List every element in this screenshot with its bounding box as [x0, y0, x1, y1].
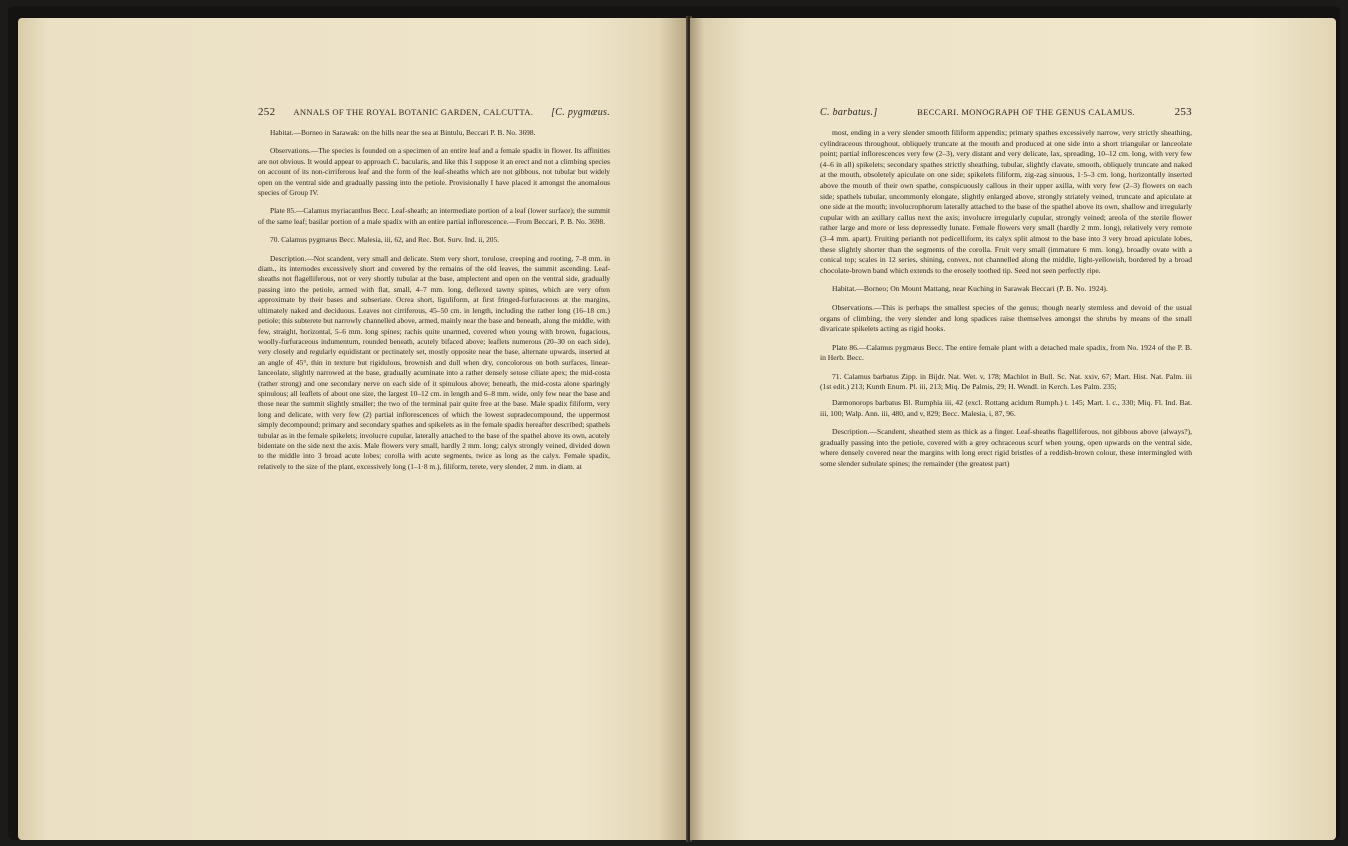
- right-paragraph: most, ending in a very slender smooth filiform appendix; primary spathes excessively narrow, very strictly sheathing, cylindraceous throughout, obliquely truncate at the mouth and produced at one side into a short triangular or lanceolate point; partial inflorescences very few (2–3), very distant and very delicate, lax, spreading, 10–12 cm. long, with very few (4–6 in all) spikelets; secondary spathes strictly sheathing, tubular, slightly clavate, smooth, obliquely truncate and naked at the mouth, obsoletely apiculate on one side; spikelets filiform, zig-zag sinuous, 1·5–3 cm. long, horizontally inserted above the mouth of their own spathe, conspicuously callous in their upper axilla, with very few (2–3) flowers on each side; spathels tubular, uncommonly elongate, slightly enlarged above, strongly striately veined, truncate and apiculate at one side at the mouth; involucrophorum laterally attached to the base of the spathel above its own, shallow and irregularly cupular with an axillary callus next the axis; involucre irregularly cupular, strongly veined; areola of the sterile flower rather large and more or less depressedly lunate. Female flowers very small (hardly 2 mm. long), relatively very remote (3–4 mm. apart). Fruiting perianth not pedicelliform, its calyx split almost to the base into 3 very broad apiculate lobes, these slightly shorter than the segments of the corolla. Fruit very small (immature 6 mm. long), broadly ovate with a conical top; scales in 12 series, shining, convex, not channelled along the middle, light-yellowish, bordered by a broad chocolate-brown band which extends to the erosely toothed tip. Seed not seen perfectly ripe.: [820, 128, 1192, 275]
- book-spread: [8, 6, 1340, 840]
- right-running-head: [820, 106, 1192, 118]
- right-paragraph: Observations.—This is perhaps the smallest species of the genus; though nearly stemless and devoid of the usual organs of climbing, the very slender and long spadices raise themselves amongst the shrubs by means of the small divaricate spikelets acting as rigid hooks.: [820, 302, 1192, 334]
- right-running-title: BECCARI. MONOGRAPH OF THE GENUS CALAMUS.: [917, 107, 1135, 117]
- left-running-title: ANNALS OF THE ROYAL BOTANIC GARDEN, CALCUTTA.: [293, 107, 534, 117]
- right-paragraph: Plate 86.—Calamus pygmæus Becc. The entire female plant with a detached male spadix, from No. 1924 of the P. B. in Herb. Becc.: [820, 342, 1192, 363]
- right-paragraph: 71. Calamus barbatus Zipp. in Bijdr. Nat. Wet. v, 178; Machlot in Bull. Sc. Nat. xxiv, 67; Mart. Hist. Nat. Palm. iii (1st edit.) 213; Kunth Enum. Pl. iii, 213; Miq. De Palmis, 29; H. Wendl. in Kerch. Les Palm. 235;: [820, 371, 1192, 392]
- right-paragraph: Habitat.—Borneo; On Mount Mattang, near Kuching in Sarawak Beccari (P. B. No. 1924).: [832, 284, 1108, 294]
- left-page-number: 252: [258, 106, 276, 118]
- left-paragraph: Description.—Not scandent, very small and delicate. Stem very short, torulose, creeping and rooting, 7–8 mm. in diam., its internodes excessively short and covered by the remains of the old leaves, the summit ascending. Leaf-sheaths not flagelliferous, not or very shortly tubular at the base, amplectent and open on the ventral side, gradually passing into the petiole, armed with flat, small, 4–7 mm. long, deflexed tawny spines, which are very often approximate by their bases and subseriate. Ocrea short, liguliform, at first fringed-furfuraceous at the margins, ultimately naked and deciduous. Leaves not cirriferous, 45–50 cm. in length, including the rather long (16–18 cm.) petiole; this subterete but narrowly channelled above, armed, mainly near the base and beneath, along the middle, with few, straight, horizontal, 5–6 mm. long spines; rachis quite unarmed, covered when young with brown, fugacious, woolly-furfuraceous indumentum, rounded beneath, acutely bifaced above; leaflets numerous (20–30 on each side), very closely and regularly equidistant or pectinately set, mostly opposite near the base, alternate upwards, inserted at an angle of 45°, thin in texture but rigidulous, brownish and dull when dry, concolorous on both surfaces, linear-lanceolate, slightly narrowed at the base, gradually acuminate into a rather densely setose ciliate apex; the mid-costa (rather strong) and one secondary nerve on each side of it spinulous above; beneath, the mid-costa alone sparingly spinulous; all leaflets of about one size, the largest 10–12 cm. in length and 6–8 mm. wide, only few near the base and those near the summit slightly smaller; the two of the terminal pair quite free at the base. Male spadix filiform, very long and delicate, with very few (2) partial inflorescences of which the lowest supradecompound, the uppermost simply decompound; primary and secondary spathes and spikelets as in the female spadix hereafter described; spathels tubular as in the female spikelets; involucre cupular, laterally attached to the base of the spathel above its own, acutely bidentate on the side next the axis. Male flowers very small, hardly 2 mm. long; calyx strongly veined, divided down to the middle into 3 broad acute lobes; corolla with acute segments, twice as long as the calyx. Female spadix, relatively to the size of the plant, excessively long (1–1·8 m.), filiform, terete, very slender, 2 mm. in diam. at: [258, 253, 610, 471]
- left-page: [18, 18, 688, 840]
- right-page-number: 253: [1174, 106, 1192, 118]
- right-paragraph: Dæmonorops barbatus Bl. Rumphia iii, 42 (excl. Rottang acidum Rumph.) t. 145; Mart. l. c., 330; Miq. Fl. Ind. Bat. iii, 100; Walp. Ann. iii, 480, and v, 829; Becc. Malesia, i, 87, 96.: [820, 398, 1192, 418]
- left-running-head: [258, 106, 610, 118]
- left-paragraph: Habitat.—Borneo in Sarawak: on the hills near the sea at Bintulu, Beccari P. B. No. 3698.: [270, 128, 536, 137]
- right-paragraph: Description.—Scandent, sheathed stem as thick as a finger. Leaf-sheaths flagelliferous, not gibbous above (always?), gradually passing into the petiole, covered with a grey ochraceous scurf when young, open upwards on the ventral side, where densely covered near the margins with long erect rigid bristles of a reddish-brown colour, these intermingled with some slender subulate spines; the remainder (the greatest part): [820, 427, 1192, 469]
- left-paragraph: Observations.—The species is founded on a specimen of an entire leaf and a female spadix in flower. Its affinities are not obvious. It would appear to approach C. bacularis, and like this I suppose it an erect and not a climbing species on account of its non-cirriferous leaf and the form of the leaf-sheaths which are not gibbous, not tubular but widely open on the ventral side and gradually passing into the petiole. Provisionally I have placed it amongst the anomalous species of Group IV.: [258, 146, 610, 198]
- right-species-tag: C. barbatus.]: [820, 107, 878, 118]
- right-page-content: [820, 106, 1192, 475]
- right-page: [690, 18, 1336, 840]
- left-paragraph: 70. Calamus pygmæus Becc. Malesia, iii, 62, and Rec. Bot. Surv. Ind. ii, 205.: [270, 235, 500, 245]
- left-species-tag: [C. pygmæus.: [551, 107, 610, 118]
- left-paragraph: Plate 85.—Calamus myriacanthus Becc. Leaf-sheath; an intermediate portion of a leaf (lower surface); the summit of the same leaf; basilar portion of a male spadix with an entire partial inflorescence.—From Beccari, P. B. No. 3698.: [258, 206, 610, 226]
- left-page-content: [258, 106, 610, 477]
